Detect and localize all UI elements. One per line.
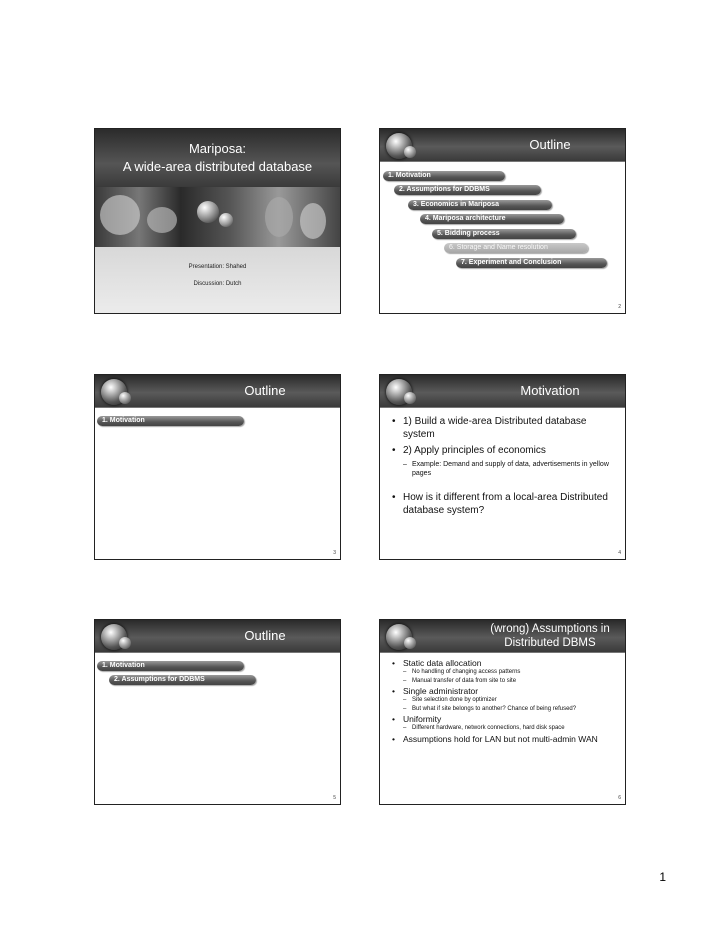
cover-title-line2: A wide-area distributed database [122,159,313,174]
slide-title: Outline [244,383,286,398]
sub-bullet: – But what if site belongs to another? Chance of being refused? [392,706,615,714]
slide-3-outline [94,374,341,560]
bullet: • Uniformity [392,714,615,724]
title-bar [95,375,340,408]
outline-item: 5. Bidding process [432,229,576,239]
slide-5-outline [94,619,341,805]
sub-bullet: – Site selection done by optimizer [392,697,615,705]
slide-body [392,658,615,745]
small-globe-icon [119,392,131,404]
outline-item: 2. Assumptions for DDBMS [109,675,256,685]
bullet: • 1) Build a wide-area Distributed database system [392,415,615,441]
slide-title: Outline [244,628,286,643]
cover-photo [95,187,340,247]
cover-info [95,247,340,314]
slide-number: 5 [333,795,336,801]
slide-2-outline [379,128,626,314]
outline-item: 1. Motivation [97,661,244,671]
outline-item: 2. Assumptions for DDBMS [394,185,541,195]
sub-bullet: – Manual transfer of data from site to site [392,678,615,686]
slide-4-motivation [379,374,626,560]
outline-item: 1. Motivation [383,171,505,181]
slide-number: 4 [618,550,621,556]
bullet: • Assumptions hold for LAN but not multi-admin WAN [392,734,615,744]
slide-body [392,415,615,520]
slide-title: Motivation [520,383,580,398]
title-bar [95,620,340,653]
title-bar [380,375,625,408]
small-globe-icon [404,146,416,158]
outline-item: 7. Experiment and Conclusion [456,258,607,268]
page-number: 1 [659,870,666,884]
sub-bullet: – No handling of changing access patterns [392,669,615,677]
outline-item: 6. Storage and Name resolution [444,243,588,253]
bullet: • Single administrator [392,686,615,696]
sub-bullet: – Different hardware, network connections, hard disk space [392,725,615,733]
slide-number: 3 [333,550,336,556]
outline-item: 1. Motivation [97,416,244,426]
slide-number: 2 [618,304,621,310]
outline-item: 4. Mariposa architecture [420,214,564,224]
small-globe-icon [404,392,416,404]
sub-bullet: – Example: Demand and supply of data, advertisements in yellow pages [392,460,615,478]
small-globe-icon [119,637,131,649]
bullet: • Static data allocation [392,658,615,668]
title-bar [380,129,625,162]
title-bar [380,620,625,653]
slide-title: Outline [529,137,571,152]
bullet: • 2) Apply principles of economics [392,444,615,457]
slide-1-title [94,128,341,314]
slide-title-line1: (wrong) Assumptions in [490,623,610,635]
presenter-text: Presentation: Shahed [188,264,247,270]
slide-6-assumptions [379,619,626,805]
outline-item: 3. Economics in Mariposa [408,200,552,210]
slide-number: 6 [618,795,621,801]
cover-title-block [95,129,340,187]
slide-title-line2: Distributed DBMS [504,637,596,649]
slide-title [475,620,625,652]
small-globe-icon [404,637,416,649]
discussion-text: Discussion: Dutch [193,281,242,287]
bullet: • How is it different from a local-area Distributed database system? [392,491,615,517]
cover-title-line1: Mariposa: [188,141,247,156]
